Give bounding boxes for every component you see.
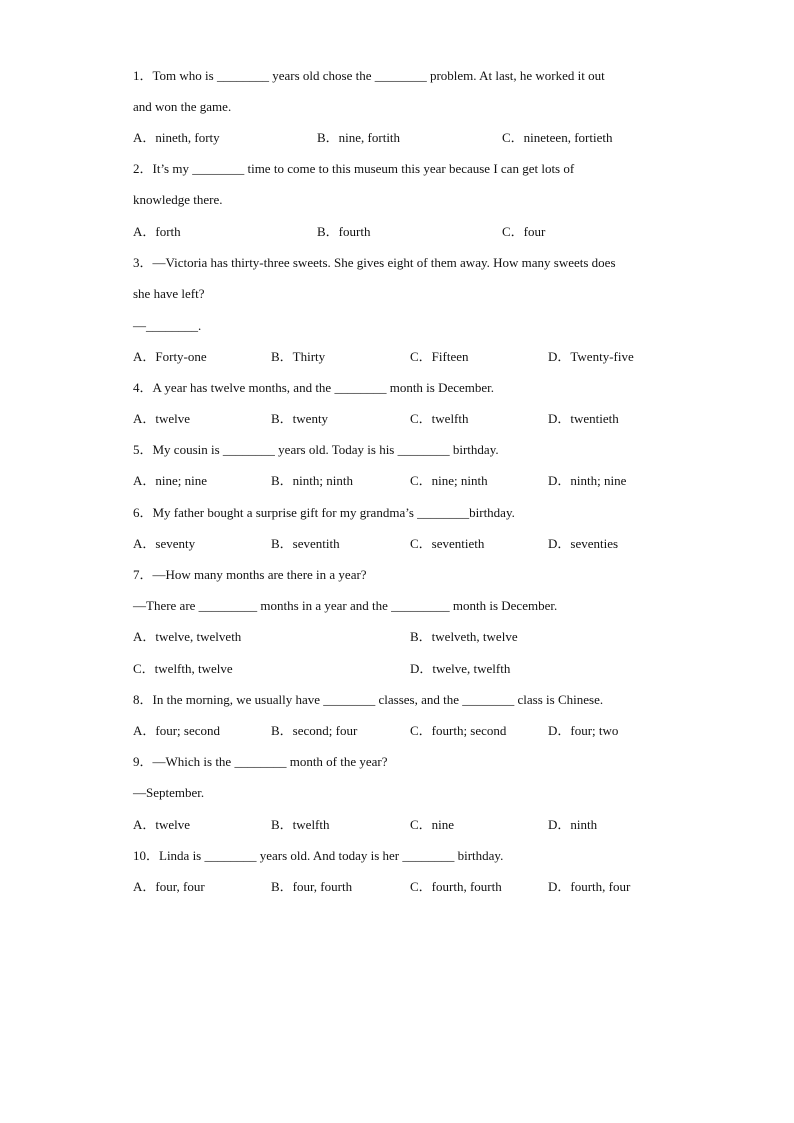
question-6-option-b[interactable]: B．seventith <box>271 536 340 551</box>
question-3-option-c[interactable]: C．Fifteen <box>410 349 469 364</box>
question-9-stem-line-1: 9．—Which is the ________ month of the year? <box>133 754 388 769</box>
question-9-option-b[interactable]: B．twelfth <box>271 817 330 832</box>
question-2-option-c[interactable]: C．four <box>502 224 546 239</box>
question-10-option-c[interactable]: C．fourth, fourth <box>410 879 502 894</box>
question-5-option-b[interactable]: B．ninth; ninth <box>271 473 353 488</box>
question-7-option-c[interactable]: C．twelfth, twelve <box>133 661 233 676</box>
question-1-option-a[interactable]: A．nineth, forty <box>133 130 220 145</box>
question-3-option-b[interactable]: B．Thirty <box>271 349 326 364</box>
question-2-option-b[interactable]: B．fourth <box>317 224 371 239</box>
question-1-option-c[interactable]: C．nineteen, fortieth <box>502 130 613 145</box>
question-4-option-a[interactable]: A．twelve <box>133 411 191 426</box>
question-10-option-a[interactable]: A．four, four <box>133 879 205 894</box>
question-6-option-c[interactable]: C．seventieth <box>410 536 485 551</box>
question-9-option-d[interactable]: D．ninth <box>548 817 598 832</box>
question-8-option-d[interactable]: D．four; two <box>548 723 619 738</box>
question-8-stem-line-1: 8．In the morning, we usually have ________ classes, and the ________ class is Chinese. <box>133 692 604 707</box>
question-6-option-d[interactable]: D．seventies <box>548 536 619 551</box>
question-7-option-d[interactable]: D．twelve, twelfth <box>410 661 511 676</box>
question-7-option-a[interactable]: A．twelve, twelveth <box>133 629 242 644</box>
question-3-stem-line-1: 3．—Victoria has thirty-three sweets. She gives eight of them away. How many sweets does <box>133 255 616 270</box>
question-4-option-b[interactable]: B．twenty <box>271 411 329 426</box>
question-9-option-a[interactable]: A．twelve <box>133 817 191 832</box>
question-7-option-b[interactable]: B．twelveth, twelve <box>410 629 518 644</box>
question-5-option-a[interactable]: A．nine; nine <box>133 473 208 488</box>
question-3-option-d[interactable]: D．Twenty-five <box>548 349 634 364</box>
question-3-stem-line-2: she have left? <box>133 286 205 301</box>
question-2-option-a[interactable]: A．forth <box>133 224 181 239</box>
question-4-option-d[interactable]: D．twentieth <box>548 411 619 426</box>
question-9-stem-line-2: —September. <box>133 785 205 800</box>
question-6-option-a[interactable]: A．seventy <box>133 536 196 551</box>
question-9-option-c[interactable]: C．nine <box>410 817 455 832</box>
question-10-stem-line-1: 10．Linda is ________ years old. And today is her ________ birthday. <box>133 848 504 863</box>
question-3-option-a[interactable]: A．Forty-one <box>133 349 207 364</box>
question-6-stem-line-1: 6．My father bought a surprise gift for my grandma’s ________birthday. <box>133 505 515 520</box>
question-8-option-c[interactable]: C．fourth; second <box>410 723 507 738</box>
question-2-stem-line-2: knowledge there. <box>133 192 223 207</box>
question-2-stem-line-1: 2．It’s my ________ time to come to this museum this year because I can get lots of <box>133 161 575 176</box>
question-10-option-b[interactable]: B．four, fourth <box>271 879 353 894</box>
question-4-option-c[interactable]: C．twelfth <box>410 411 469 426</box>
question-7-stem-line-1: 7．—How many months are there in a year? <box>133 567 367 582</box>
question-5-option-c[interactable]: C．nine; ninth <box>410 473 488 488</box>
question-1-stem-line-1: 1．Tom who is ________ years old chose the ________ problem. At last, he worked it out <box>133 68 605 83</box>
question-1-stem-line-2: and won the game. <box>133 99 232 114</box>
question-7-stem-line-2: —There are _________ months in a year and the _________ month is December. <box>133 598 558 613</box>
question-8-option-b[interactable]: B．second; four <box>271 723 358 738</box>
question-10-option-d[interactable]: D．fourth, four <box>548 879 631 894</box>
question-5-option-d[interactable]: D．ninth; nine <box>548 473 627 488</box>
question-1-option-b[interactable]: B．nine, fortith <box>317 130 401 145</box>
question-5-stem-line-1: 5．My cousin is ________ years old. Today is his ________ birthday. <box>133 442 499 457</box>
question-3-stem-line-3: —________. <box>133 318 202 333</box>
question-8-option-a[interactable]: A．four; second <box>133 723 221 738</box>
question-4-stem-line-1: 4．A year has twelve months, and the ________ month is December. <box>133 380 495 395</box>
